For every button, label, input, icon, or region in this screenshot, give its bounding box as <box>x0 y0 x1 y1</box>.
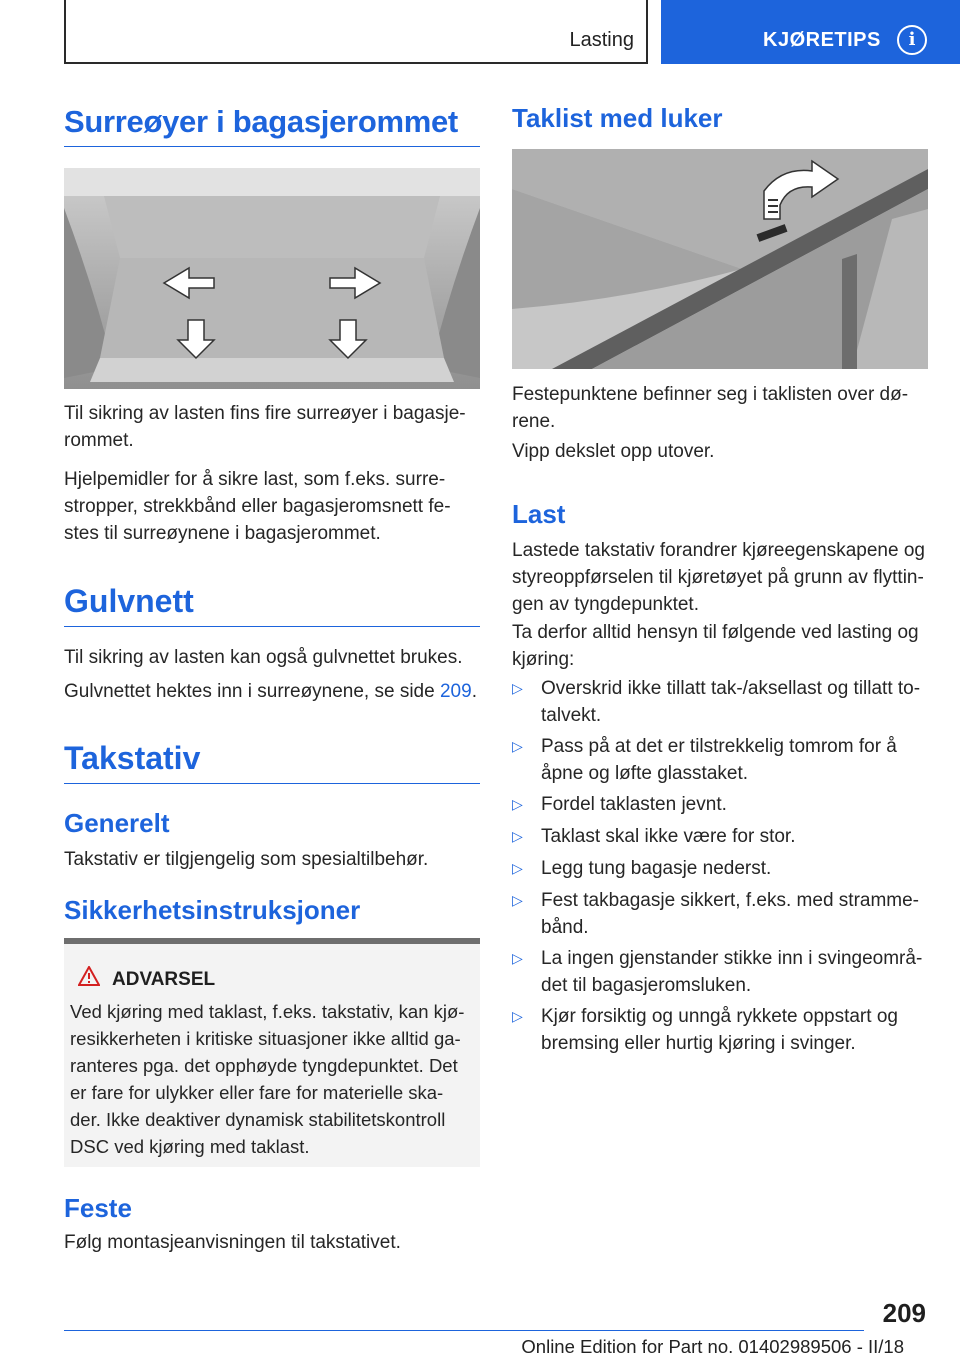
trunk-lashing-eyes-figure <box>64 168 480 389</box>
bullet-triangle-icon: ▷ <box>512 680 523 696</box>
text-line: styreoppførselen til kjøretøyet på grunn av flyttin- <box>512 567 924 588</box>
paragraph-feste: Følg montasjeanvisningen til takstativet. <box>64 1232 401 1253</box>
heading-generelt: Generelt <box>64 808 170 838</box>
text-line: det til bagasjeromsluken. <box>541 975 752 996</box>
text-line: Fordel taklasten jevnt. <box>541 794 727 815</box>
paragraph-surre-1 <box>64 400 480 454</box>
heading-feste: Feste <box>64 1193 132 1223</box>
text-line: stropper, strekkbånd eller bagasjeromsnett fe- <box>64 496 451 517</box>
heading-sikkerhet: Sikkerhetsinstruksjoner <box>64 895 361 925</box>
paragraph-last-2 <box>512 619 936 673</box>
text-line: Kjør forsiktig og unngå rykkete oppstart og <box>541 1006 898 1027</box>
text-line: Overskrid ikke tillatt tak-/aksellast og tillatt to- <box>541 678 921 699</box>
bullet-triangle-icon: ▷ <box>512 892 523 908</box>
heading-taklist: Taklist med luker <box>512 103 723 133</box>
paragraph-gulv-2 <box>64 678 484 705</box>
text-line: bremsing eller hurtig kjøring i svinger. <box>541 1033 856 1054</box>
heading-surreoyer-block <box>64 104 480 147</box>
roof-rail-cover-figure <box>512 149 928 369</box>
text-line: Ta derfor alltid hensyn til følgende ved lasting og <box>512 622 919 643</box>
text-line: åpne og løfte glasstaket. <box>541 763 749 784</box>
text-line: gen av tyngdepunktet. <box>512 594 699 615</box>
footer-edition: Online Edition for Part no. 01402989506 - II/18 <box>521 1336 904 1357</box>
text-line: Til sikring av lasten fins fire surreøyer i bagasje- <box>64 403 466 424</box>
heading-last: Last <box>512 499 566 529</box>
heading-rule <box>64 626 480 627</box>
warning-triangle-icon <box>78 966 100 986</box>
header-section-box <box>64 0 648 64</box>
heading-takstativ-block <box>64 740 480 784</box>
heading-gulvnett: Gulvnett <box>64 583 194 619</box>
text-line: resikkerheten i kritiske situasjoner ikke alltid ga- <box>70 1028 461 1049</box>
text-line: er fare for ulykker eller fare for materielle ska- <box>70 1082 444 1103</box>
info-icon[interactable]: i <box>897 25 927 55</box>
text-line: Festepunktene befinner seg i taklisten over dø- <box>512 384 909 405</box>
paragraph-taklist-2: Vipp dekslet opp utover. <box>512 441 715 462</box>
bullet-triangle-icon: ▷ <box>512 796 523 812</box>
header-chapter-label: KJØRETIPS <box>763 29 881 51</box>
text-line: Pass på at det er tilstrekkelig tomrom for å <box>541 736 897 757</box>
paragraph-gulv-1: Til sikring av lasten kan også gulvnettet brukes. <box>64 647 463 668</box>
bullet-triangle-icon: ▷ <box>512 828 523 844</box>
text-line: der. Ikke deaktiver dynamisk stabilitetskontroll <box>70 1109 446 1130</box>
text-line: Hjelpemidler for å sikre last, som f.eks. surre- <box>64 469 446 490</box>
warning-text <box>70 998 480 1160</box>
warning-title: ADVARSEL <box>112 969 216 990</box>
bullet-triangle-icon: ▷ <box>512 738 523 754</box>
warning-box <box>64 938 480 1167</box>
text-line: DSC ved kjøring med taklast. <box>70 1136 310 1157</box>
heading-surreoyer: Surreøyer i bagasjerommet <box>64 104 458 139</box>
text-line: rene. <box>512 411 556 432</box>
heading-takstativ: Takstativ <box>64 740 201 776</box>
text-line: kjøring: <box>512 649 575 670</box>
heading-gulvnett-block <box>64 583 480 627</box>
text-line: stes til surreøynene i bagasjerommet. <box>64 523 381 544</box>
paragraph-taklist-1 <box>512 381 932 435</box>
header-section-label: Lasting <box>569 29 634 51</box>
text-line: Taklast skal ikke være for stor. <box>541 826 796 847</box>
text-line: Legg tung bagasje nederst. <box>541 858 772 879</box>
text-span: Gulvnettet hektes inn i surreøynene, se side <box>64 681 440 702</box>
text-line: Lastede takstativ forandrer kjøreegenskapene og <box>512 540 925 561</box>
text-line: talvekt. <box>541 705 602 726</box>
text-span: . <box>471 681 477 702</box>
paragraph-generelt: Takstativ er tilgjengelig som spesialtilbehør. <box>64 849 429 870</box>
bullet-triangle-icon: ▷ <box>512 950 523 966</box>
text-line: Ved kjøring med taklast, f.eks. takstativ, kan kjø- <box>70 1001 465 1022</box>
footer-rule <box>64 1330 864 1331</box>
page-link-209[interactable]: 209 <box>439 681 472 702</box>
bullet-triangle-icon: ▷ <box>512 860 523 876</box>
bullet-triangle-icon: ▷ <box>512 1008 523 1024</box>
paragraph-last-1 <box>512 537 936 618</box>
heading-rule <box>64 146 480 147</box>
header-chapter-tab[interactable] <box>661 0 960 64</box>
text-line: ranteres pga. det opphøyde tyngdepunktet. Det <box>70 1055 458 1076</box>
text-line: bånd. <box>541 917 589 938</box>
text-line: Fest takbagasje sikkert, f.eks. med stramme- <box>541 890 920 911</box>
heading-rule <box>64 783 480 784</box>
text-line: La ingen gjenstander stikke inn i svingeområ- <box>541 948 923 969</box>
text-line: rommet. <box>64 430 134 451</box>
page-number: 209 <box>882 1298 926 1328</box>
paragraph-surre-2 <box>64 466 480 547</box>
